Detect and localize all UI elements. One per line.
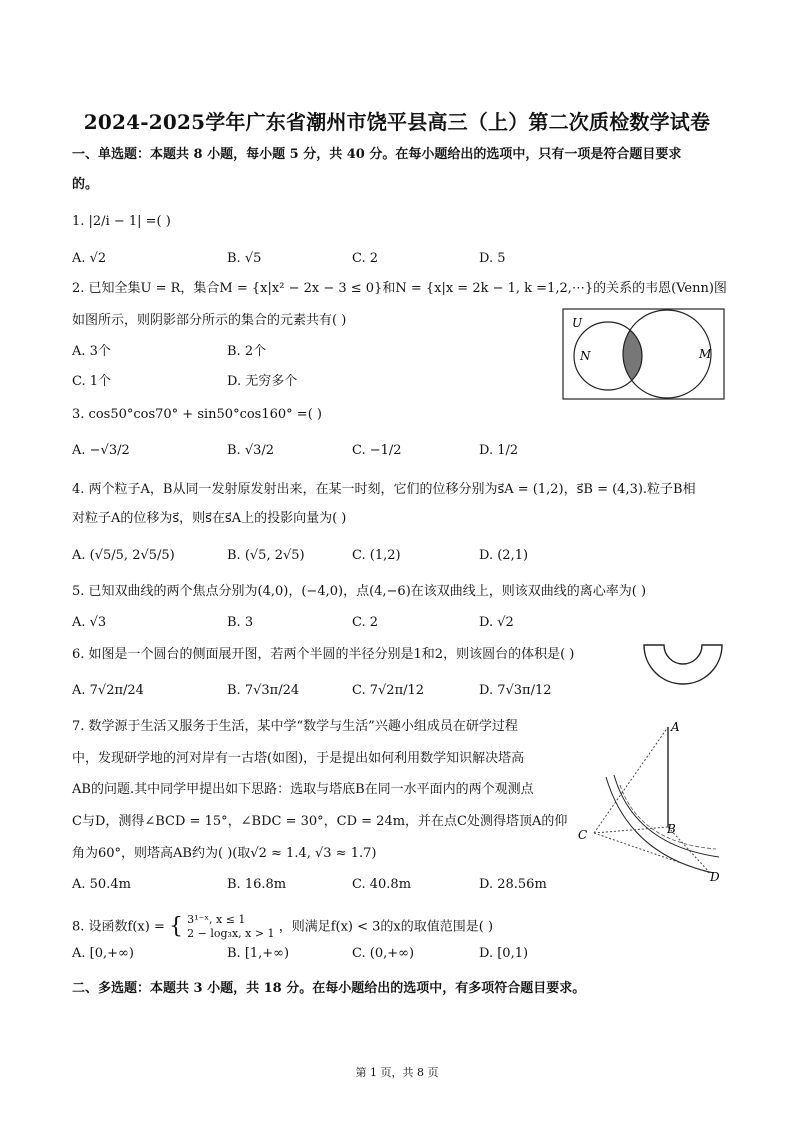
q8-suffix: ，则满足f(x) < 3的x的取值范围是( )	[278, 919, 494, 935]
q4-option-c: C. (1,2)	[352, 548, 401, 563]
section1-heading-line1: 一、单选题：本题共 8 小题，每小题 5 分，共 40 分。在每小题给出的选项中，只有一项是符合题目要求	[72, 147, 682, 162]
q5-option-d: D. √2	[479, 615, 514, 630]
river-bank-curve-1	[614, 775, 719, 857]
q4-stem-line2: 对粒子A的位移为s⃗，则s⃗在s⃗A上的投影向量为( )	[72, 511, 347, 526]
q2-option-d: D. 无穷多个	[227, 374, 298, 389]
ca-dotted-line	[594, 727, 668, 833]
section2-heading: 二、多选题：本题共 3 小题，共 18 分。在每小题给出的选项中，有多项符合题目要求。	[72, 981, 586, 996]
q5-option-b: B. 3	[227, 615, 254, 630]
tower-figure	[574, 715, 724, 883]
q8-case2: 2 − log₃x, x > 1	[187, 927, 275, 940]
q8-prefix: 8. 设函数f(x) =	[72, 919, 165, 935]
tower-label-d: D	[710, 870, 720, 883]
q7-option-a: A. 50.4m	[72, 877, 131, 892]
q4-option-d: D. (2,1)	[479, 548, 529, 563]
q3-option-d: D. 1/2	[479, 443, 519, 458]
q3-option-c: C. −1/2	[352, 443, 402, 458]
q7-stem-line1: 7. 数学源于生活又服务于生活，某中学“数学与生活”兴趣小组成员在研学过程	[72, 719, 518, 734]
q6-option-a: A. 7√2π/24	[72, 683, 144, 698]
tower-label-a: A	[671, 720, 680, 734]
q8-stem	[72, 913, 493, 941]
q7-option-d: D. 28.56m	[479, 877, 547, 892]
q7-option-c: C. 40.8m	[352, 877, 412, 892]
q6-option-c: C. 7√2π/12	[352, 683, 425, 698]
q1-option-a: A. √2	[72, 251, 107, 266]
q7-stem-line5: 角为60°，则塔高AB约为( )(取√2 ≈ 1.4, √3 ≈ 1.7)	[72, 846, 377, 861]
q2-option-b: B. 2个	[227, 344, 267, 359]
q6-option-d: D. 7√3π/12	[479, 683, 552, 698]
annulus-sector-figure	[642, 643, 724, 687]
q4-stem-line1: 4. 两个粒子A，B从同一发射原发射出来，在某一时刻，它们的位移分别为s⃗A = (1,2)，s⃗B = (4,3).粒子B相	[72, 482, 696, 497]
venn-label-m: M	[699, 347, 712, 361]
page-footer: 第 1 页，共 8 页	[355, 1066, 439, 1079]
q1-option-b: B. √5	[227, 251, 262, 266]
tower-label-b: B	[667, 822, 676, 836]
q5-stem: 5. 已知双曲线的两个焦点分别为(4,0)，(−4,0)，点(4,−6)在该双曲线上，则该双曲线的离心率为( )	[72, 584, 647, 599]
q4-option-b: B. (√5, 2√5)	[227, 548, 305, 563]
q2-stem-line1: 2. 已知全集U = R，集合M = {x|x² − 2x − 3 ≤ 0}和N = {x|x = 2k − 1, k =1,2,⋯}的关系的韦恩(Venn)图	[72, 281, 727, 296]
q7-stem-line4: C与D，测得∠BCD = 15°，∠BDC = 30°，CD = 24m，并在点C处测得塔顶A的仰	[72, 814, 568, 829]
q3-stem: 3. cos50°cos70° + sin50°cos160° =( )	[72, 407, 322, 422]
q3-option-a: A. −√3/2	[72, 443, 130, 458]
venn-label-n: N	[580, 349, 591, 363]
q6-stem: 6. 如图是一个圆台的侧面展开图，若两个半圆的半径分别是1和2，则该圆台的体积是( )	[72, 647, 575, 662]
tower-label-c: C	[578, 828, 588, 842]
section1-heading-line2: 的。	[72, 177, 99, 192]
half-annulus-shape	[644, 645, 722, 684]
q2-option-a: A. 3个	[72, 344, 111, 359]
venn-diagram	[562, 308, 726, 400]
q8-option-b: B. [1,+∞)	[227, 946, 290, 961]
q8-option-a: A. [0,+∞)	[72, 946, 134, 961]
q5-option-c: C. 2	[352, 615, 379, 630]
q8-case1: 3¹⁻ˣ, x ≤ 1	[187, 913, 246, 926]
q7-option-b: B. 16.8m	[227, 877, 287, 892]
cd-dotted-line	[594, 833, 710, 873]
q8-cases	[187, 913, 274, 941]
q8-option-c: C. (0,+∞)	[352, 946, 415, 961]
q6-option-b: B. 7√3π/24	[227, 683, 300, 698]
q2-option-c: C. 1个	[72, 374, 112, 389]
q3-option-b: B. √3/2	[227, 443, 275, 458]
venn-label-u: U	[572, 316, 583, 330]
q5-option-a: A. √3	[72, 615, 107, 630]
q1-option-c: C. 2	[352, 251, 379, 266]
q8-brace: {	[169, 914, 183, 939]
q7-stem-line2: 中，发现研学地的河对岸有一古塔(如图)，于是提出如何利用数学知识解决塔高	[72, 751, 525, 766]
q1-stem: 1. |2/i − 1| =( )	[72, 214, 171, 229]
q7-stem-line3: AB的问题.其中同学甲提出如下思路：选取与塔底B在同一水平面内的两个观测点	[72, 782, 534, 797]
page-title: 2024-2025学年广东省潮州市饶平县高三（上）第二次质检数学试卷	[83, 110, 711, 134]
q4-option-a: A. (√5/5, 2√5/5)	[72, 548, 175, 563]
q1-option-d: D. 5	[479, 251, 506, 266]
q2-stem-line2: 如图所示，则阴影部分所示的集合的元素共有( )	[72, 313, 347, 328]
q8-option-d: D. [0,1)	[479, 946, 529, 961]
